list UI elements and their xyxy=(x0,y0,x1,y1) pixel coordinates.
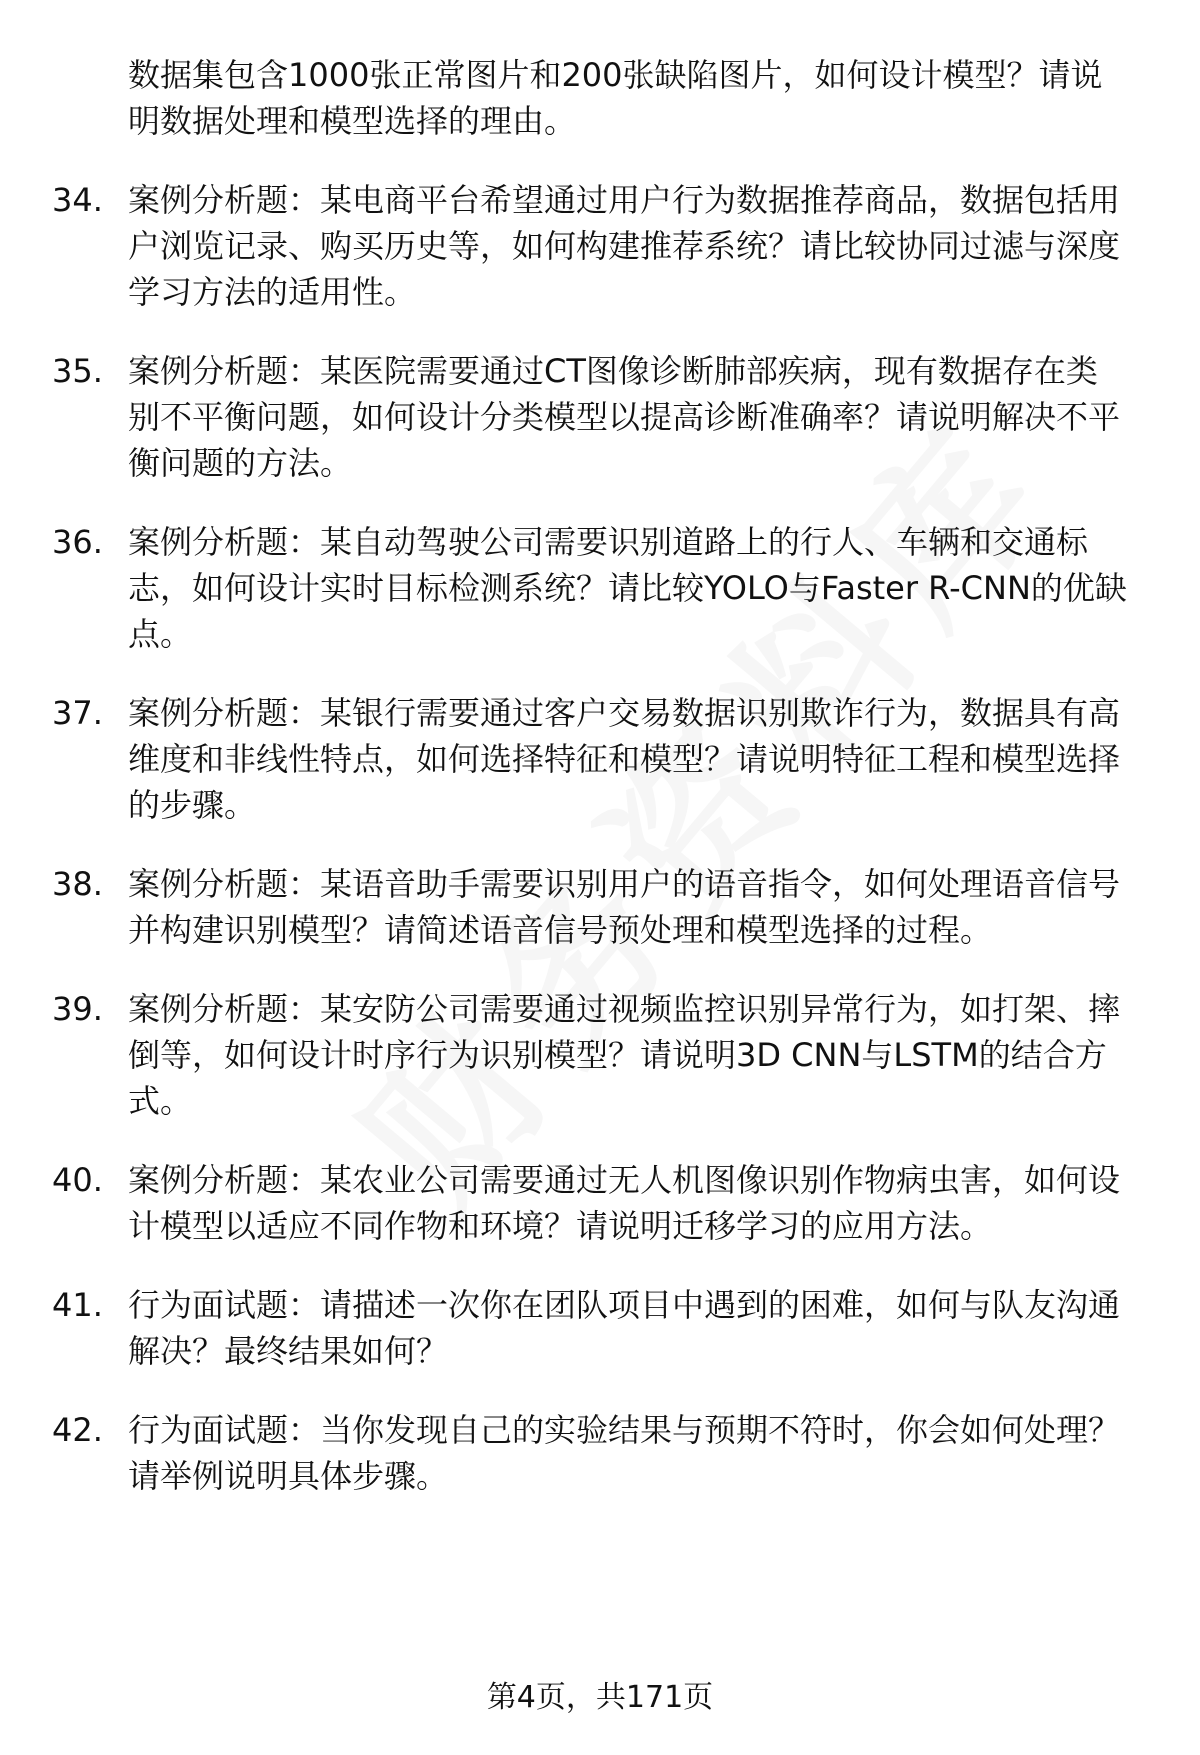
question-39 xyxy=(52,986,1152,1124)
question-number: 37. xyxy=(52,694,103,732)
question-40 xyxy=(52,1157,1152,1249)
question-number: 41. xyxy=(52,1286,103,1324)
question-text: 案例分析题：某安防公司需要通过视频监控识别异常行为，如打架、摔倒等，如何设计时序行为识别模型？请说明3D CNN与LSTM的结合方式。 xyxy=(128,990,1121,1120)
page-number: 第4页，共171页 xyxy=(486,1680,714,1715)
question-41 xyxy=(52,1282,1152,1374)
question-number: 38. xyxy=(52,865,103,903)
question-number: 36. xyxy=(52,523,103,561)
question-continuation: 数据集包含1000张正常图片和200张缺陷图片，如何设计模型？请说明数据处理和模型选择的理由。 xyxy=(128,56,1103,140)
question-number: 39. xyxy=(52,990,103,1028)
question-text: 案例分析题：某医院需要通过CT图像诊断肺部疾病，现有数据存在类别不平衡问题，如何设计分类模型以提高诊断准确率？请说明解决不平衡问题的方法。 xyxy=(128,352,1121,482)
question-text: 行为面试题：当你发现自己的实验结果与预期不符时，你会如何处理？请举例说明具体步骤。 xyxy=(128,1411,1121,1495)
question-42 xyxy=(52,1407,1152,1499)
question-text: 案例分析题：某电商平台希望通过用户行为数据推荐商品，数据包括用户浏览记录、购买历史等，如何构建推荐系统？请比较协同过滤与深度学习方法的适用性。 xyxy=(128,181,1121,311)
question-number: 35. xyxy=(52,352,103,390)
question-text: 案例分析题：某语音助手需要识别用户的语音指令，如何处理语音信号并构建识别模型？请简述语音信号预处理和模型选择的过程。 xyxy=(128,865,1121,949)
question-list xyxy=(52,52,1152,1499)
question-number: 42. xyxy=(52,1411,103,1449)
question-number: 34. xyxy=(52,181,103,219)
question-text: 行为面试题：请描述一次你在团队项目中遇到的困难，如何与队友沟通解决？最终结果如何？ xyxy=(128,1286,1121,1370)
question-37 xyxy=(52,690,1152,828)
question-36 xyxy=(52,519,1152,657)
question-34 xyxy=(52,177,1152,315)
question-text: 案例分析题：某银行需要通过客户交易数据识别欺诈行为，数据具有高维度和非线性特点，如何选择特征和模型？请说明特征工程和模型选择的步骤。 xyxy=(128,694,1121,824)
question-text: 案例分析题：某自动驾驶公司需要识别道路上的行人、车辆和交通标志，如何设计实时目标检测系统？请比较YOLO与Faster R-CNN的优缺点。 xyxy=(128,523,1127,653)
question-text: 案例分析题：某农业公司需要通过无人机图像识别作物病虫害，如何设计模型以适应不同作物和环境？请说明迁移学习的应用方法。 xyxy=(128,1161,1121,1245)
question-35 xyxy=(52,348,1152,486)
question-38 xyxy=(52,861,1152,953)
question-number: 40. xyxy=(52,1161,103,1199)
